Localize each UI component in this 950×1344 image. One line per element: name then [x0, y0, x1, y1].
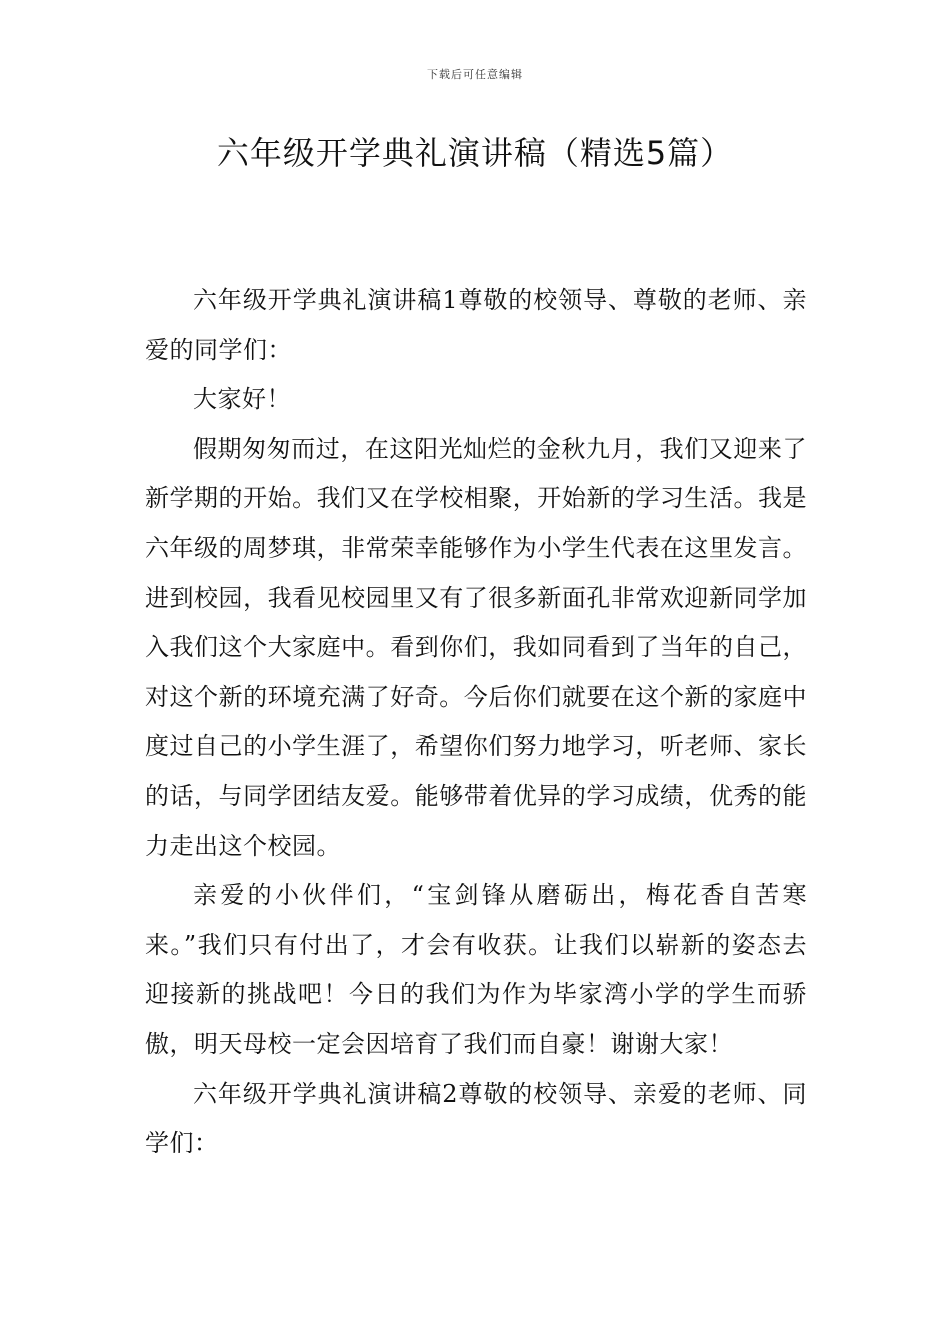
document-title: 六年级开学典礼演讲稿（精选5篇）: [216, 134, 734, 172]
paragraph-main-speech: 假期匆匆而过，在这阳光灿烂的金秋九月，我们又迎来了新学期的开始。我们又在学校相聚，开始新的学习生活。我是六年级的周梦琪，非常荣幸能够作为小学生代表在这里发言。进到校园，我看见校园里又有了很多新面孔非常欢迎新同学加入我们这个大家庭中。看到你们，我如同看到了当年的自己，对这个新的环境充满了好奇。今后你们就要在这个新的家庭中度过自己的小学生涯了，希望你们努力地学习，听老师、家长的话，与同学团结友爱。能够带着优异的学习成绩，优秀的能力走出这个校园。: [145, 434, 807, 860]
document-body: [145, 276, 807, 1169]
paragraph-closing: 亲爱的小伙伴们，“宝剑锋从磨砺出，梅花香自苦寒来。”我们只有付出了，才会有收获。让我们以崭新的姿态去迎接新的挑战吧！今日的我们为作为毕家湾小学的学生而骄傲，明天母校一定会因培育了我们而自豪！谢谢大家！: [145, 881, 807, 1058]
paragraph-greeting: 大家好！: [193, 385, 291, 414]
paragraph-opening-salutation: 六年级开学典礼演讲稿1尊敬的校领导、尊敬的老师、亲爱的同学们：: [145, 286, 807, 364]
paragraph-second-speech-salutation: 六年级开学典礼演讲稿2尊敬的校领导、亲爱的老师、同学们：: [145, 1079, 807, 1158]
header-note: 下载后可任意编辑: [427, 68, 523, 81]
